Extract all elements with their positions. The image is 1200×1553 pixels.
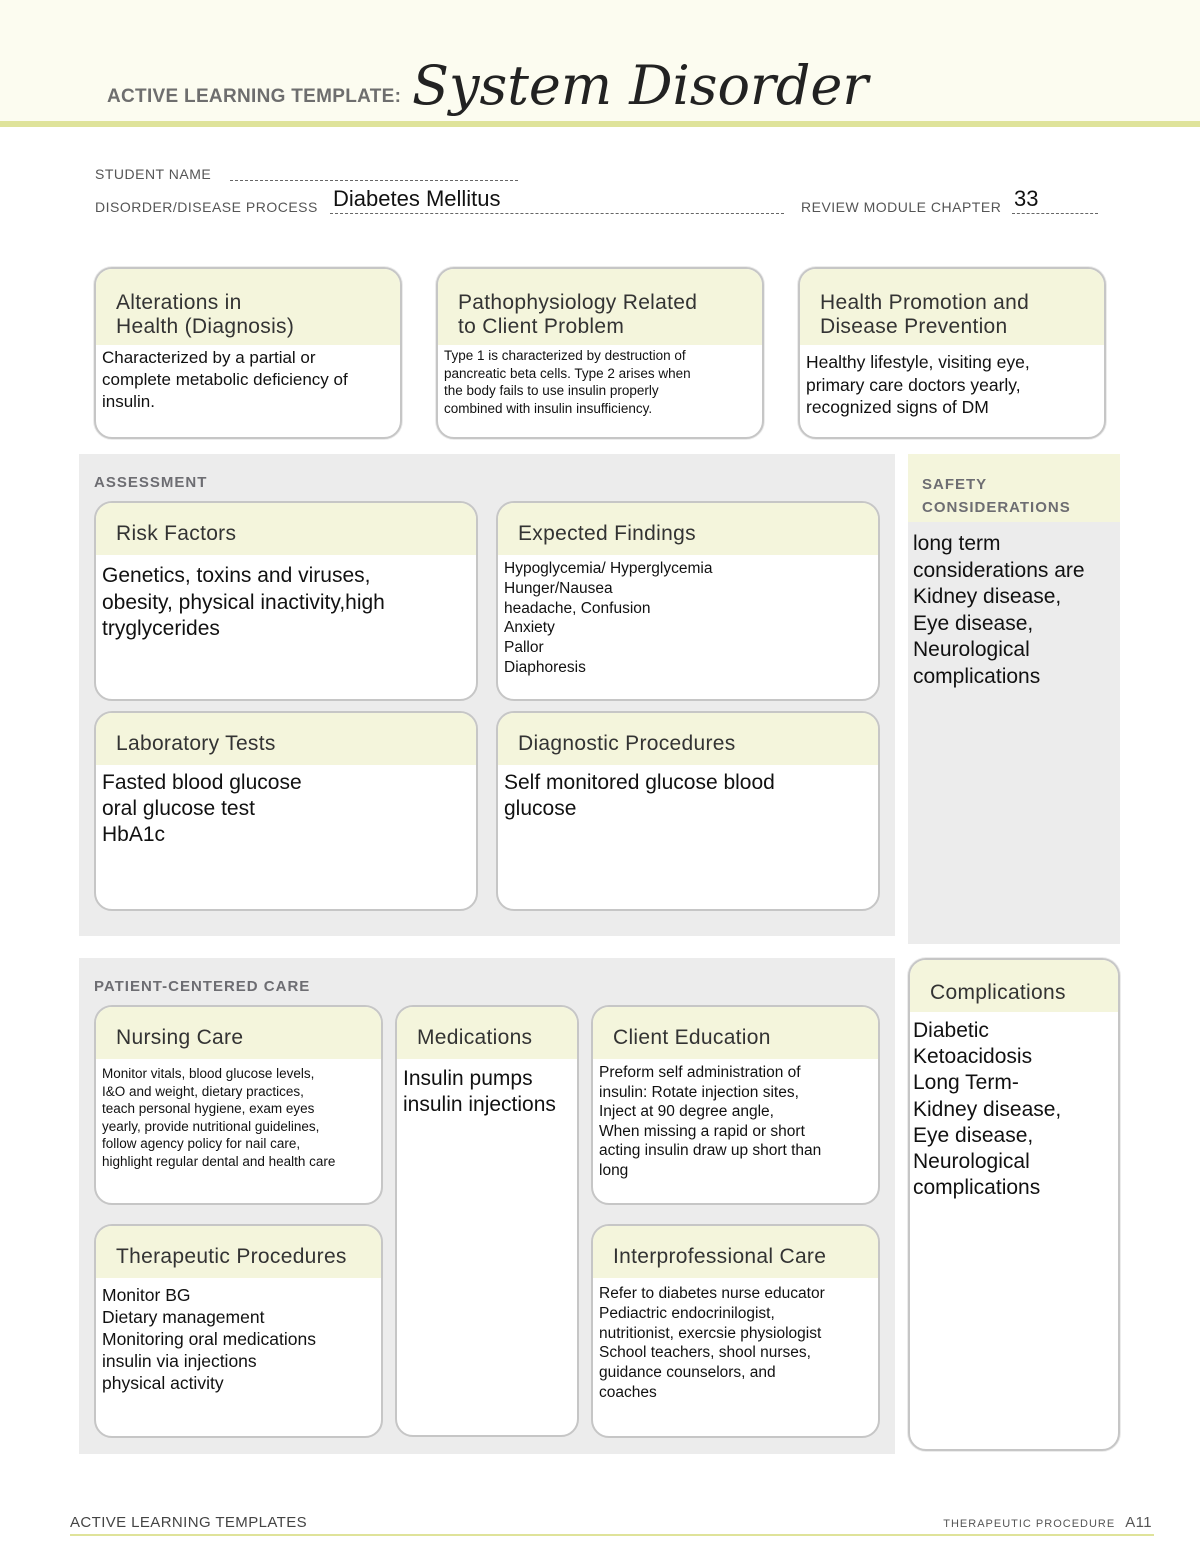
alterations-title: Alterations in Health (Diagnosis) [96,269,400,345]
risk-factors-body[interactable]: Genetics, toxins and viruses, obesity, physical inactivity,high tryglycerides [102,564,385,640]
medications-title: Medications [397,1007,577,1059]
client-education-title: Client Education [593,1007,878,1059]
disorder-field[interactable] [330,213,784,214]
template-label: ACTIVE LEARNING TEMPLATE: [107,86,402,107]
chapter-value: 33 [1014,186,1039,211]
safety-panel [908,454,1120,944]
safety-label: SAFETY CONSIDERATIONS [922,476,1071,516]
diagnostic-procedures-body[interactable]: Self monitored glucose blood glucose [504,771,775,820]
footer-rule [70,1534,1154,1536]
health-promotion-body[interactable]: Healthy lifestyle, visiting eye, primary care doctors yearly, recognized signs of DM [806,352,1030,417]
alterations-body[interactable]: Characterized by a partial or complete metabolic deficiency of insulin. [102,348,348,411]
safety-body[interactable]: long term considerations are Kidney disease, Eye disease, Neurological complications [913,532,1085,688]
footer-section: THERAPEUTIC PROCEDURE [943,1518,1116,1530]
footer-page: A11 [1125,1514,1152,1531]
interprofessional-care-box [591,1224,880,1438]
diagnostic-procedures-title: Diagnostic Procedures [498,713,878,765]
laboratory-tests-title: Laboratory Tests [96,713,476,765]
pathophysiology-body[interactable]: Type 1 is characterized by destruction of pancreatic beta cells. Type 2 arises when the body fails to use insulin properly combined with insulin insufficiency. [444,348,691,416]
complications-title: Complications [910,960,1118,1012]
medications-body[interactable]: Insulin pumps insulin injections [403,1067,556,1116]
expected-findings-title: Expected Findings [498,503,878,555]
nursing-care-body[interactable]: Monitor vitals, blood glucose levels, I&O and weight, dietary practices, teach personal hygiene, exam eyes yearly, provide nutritional guidelines, follow agency policy for nail care, highlight regular dental and health care [102,1066,336,1169]
page-title: System Disorder [412,54,869,117]
alterations-box [94,267,402,439]
diagnostic-procedures-box [496,711,880,911]
therapeutic-procedures-title: Therapeutic Procedures [96,1226,381,1278]
footer-left: ACTIVE LEARNING TEMPLATES [70,1514,307,1531]
expected-findings-body[interactable]: Hypoglycemia/ Hyperglycemia Hunger/Nausea headache, Confusion Anxiety Pallor Diaphoresis [504,560,713,676]
laboratory-tests-box [94,711,478,911]
header-rule [0,121,1200,127]
interprofessional-care-title: Interprofessional Care [593,1226,878,1278]
risk-factors-box [94,501,478,701]
expected-findings-box [496,501,880,701]
therapeutic-procedures-body[interactable]: Monitor BG Dietary management Monitoring oral medications insulin via injections physical activity [102,1285,316,1393]
pathophysiology-title: Pathophysiology Related to Client Problem [438,269,762,345]
student-name-field[interactable] [230,180,518,181]
laboratory-tests-body[interactable]: Fasted blood glucose oral glucose test HbA1c [102,771,302,846]
complications-body[interactable]: Diabetic Ketoacidosis Long Term- Kidney disease, Eye disease, Neurological complications [913,1019,1062,1200]
health-promotion-title: Health Promotion and Disease Prevention [800,269,1104,345]
chapter-field[interactable] [1012,213,1098,214]
footer-right [943,1514,1152,1531]
interprofessional-care-body[interactable]: Refer to diabetes nurse educator Pediactric endocrinilogist, nutritionist, exercsie physiologist School teachers, shool nurses, guidance counselors, and coaches [599,1285,825,1401]
patient-centered-care-label: PATIENT-CENTERED CARE [94,978,311,995]
therapeutic-procedures-box [94,1224,383,1438]
risk-factors-title: Risk Factors [96,503,476,555]
student-name-label: STUDENT NAME [95,166,212,182]
client-education-body[interactable]: Preform self administration of insulin: Rotate injection sites, Inject at 90 degree angle, When missing a rapid or short acting insulin draw up short than long [599,1064,822,1179]
client-education-box [591,1005,880,1205]
disorder-label: DISORDER/DISEASE PROCESS [95,199,318,215]
pathophysiology-box [436,267,764,439]
chapter-label: REVIEW MODULE CHAPTER [801,199,1002,215]
assessment-label: ASSESSMENT [94,474,208,491]
complications-box [908,958,1120,1451]
nursing-care-box [94,1005,383,1205]
medications-box [395,1005,579,1437]
nursing-care-title: Nursing Care [96,1007,381,1059]
disorder-value: Diabetes Mellitus [333,186,501,211]
health-promotion-box [798,267,1106,439]
